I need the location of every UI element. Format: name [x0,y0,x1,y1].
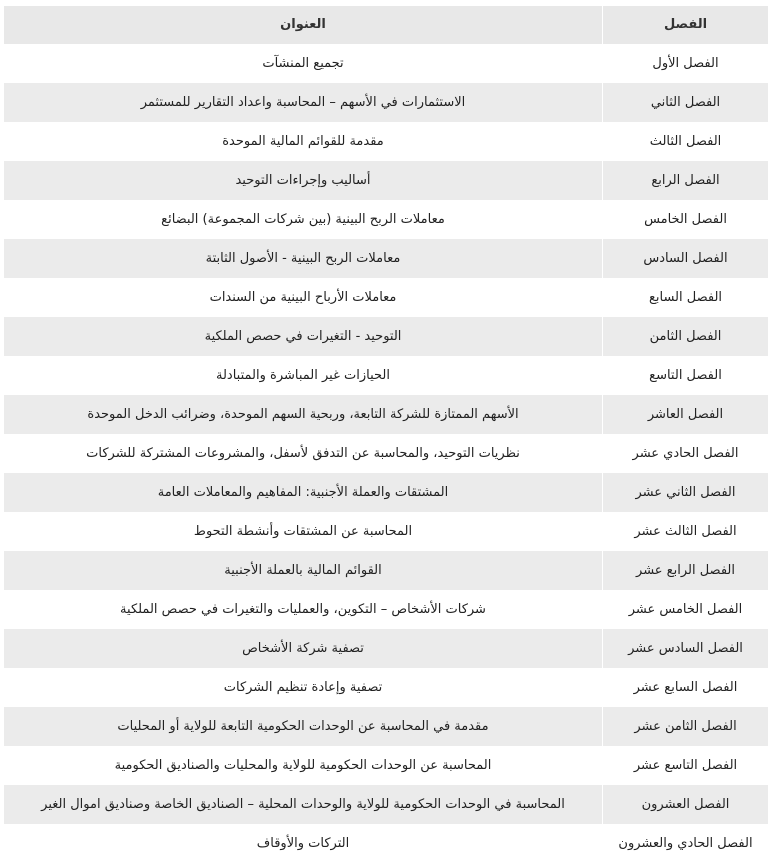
chapter-cell: الفصل العاشر [603,395,769,434]
chapter-cell: الفصل التاسع [603,356,769,395]
chapter-cell: الفصل الثاني عشر [603,473,769,512]
table-row [4,824,769,863]
title-cell: التوحيد - التغيرات في حصص الملكية [4,317,603,356]
title-cell: نظريات التوحيد، والمحاسبة عن التدفق لأسفل، والمشروعات المشتركة للشركات [4,434,603,473]
table-row [4,356,769,395]
table-row [4,629,769,668]
table-row [4,668,769,707]
table-body [4,44,769,863]
title-cell: شركات الأشخاص – التكوين، والعمليات والتغيرات في حصص الملكية [4,590,603,629]
table-row [4,278,769,317]
title-cell: أساليب وإجراءات التوحيد [4,161,603,200]
table-row [4,317,769,356]
table-row [4,122,769,161]
header-chapter: الفصل [603,6,769,44]
title-cell: المشتقات والعملة الأجنبية: المفاهيم والمعاملات العامة [4,473,603,512]
chapter-cell: الفصل السابع [603,278,769,317]
table-row [4,44,769,83]
chapter-cell: الفصل الحادي عشر [603,434,769,473]
table-row [4,473,769,512]
table-row [4,590,769,629]
table-header-row [4,6,769,44]
chapter-cell: الفصل الثامن عشر [603,707,769,746]
chapter-cell: الفصل الثالث [603,122,769,161]
chapter-cell: الفصل الثالث عشر [603,512,769,551]
table-row [4,785,769,824]
title-cell: الحيازات غير المباشرة والمتبادلة [4,356,603,395]
chapter-cell: الفصل السادس عشر [603,629,769,668]
table-row [4,551,769,590]
table-row [4,395,769,434]
chapter-cell: الفصل الرابع [603,161,769,200]
title-cell: المحاسبة عن المشتقات وأنشطة التحوط [4,512,603,551]
header-title: العنوان [4,6,603,44]
chapter-cell: الفصل السادس [603,239,769,278]
table-row [4,707,769,746]
title-cell: تجميع المنشآت [4,44,603,83]
chapter-cell: الفصل الأول [603,44,769,83]
title-cell: المحاسبة في الوحدات الحكومية للولاية والوحدات المحلية – الصناديق الخاصة وصناديق اموال الغير [4,785,603,824]
title-cell: الاستثمارات في الأسهم – المحاسبة واعداد التقارير للمستثمر [4,83,603,122]
table-row [4,434,769,473]
title-cell: المحاسبة عن الوحدات الحكومية للولاية والمحليات والصناديق الحكومية [4,746,603,785]
chapter-cell: الفصل العشرون [603,785,769,824]
chapter-cell: الفصل الثاني [603,83,769,122]
title-cell: الأسهم الممتازة للشركة التابعة، وربحية السهم الموحدة، وضرائب الدخل الموحدة [4,395,603,434]
table-row [4,83,769,122]
title-cell: مقدمة في المحاسبة عن الوحدات الحكومية التابعة للولاية أو المحليات [4,707,603,746]
title-cell: تصفية وإعادة تنظيم الشركات [4,668,603,707]
chapter-cell: الفصل الخامس [603,200,769,239]
chapter-cell: الفصل الحادي والعشرون [603,824,769,863]
title-cell: معاملات الأرباح البينية من السندات [4,278,603,317]
chapter-cell: الفصل السابع عشر [603,668,769,707]
table-row [4,746,769,785]
title-cell: القوائم المالية بالعملة الأجنبية [4,551,603,590]
table-row [4,239,769,278]
title-cell: تصفية شركة الأشخاص [4,629,603,668]
title-cell: التركات والأوقاف [4,824,603,863]
chapter-cell: الفصل التاسع عشر [603,746,769,785]
table-row [4,161,769,200]
chapter-cell: الفصل الثامن [603,317,769,356]
chapters-table-container [3,6,768,863]
title-cell: معاملات الربح البينية - الأصول الثابتة [4,239,603,278]
table-row [4,200,769,239]
title-cell: مقدمة للقوائم المالية الموحدة [4,122,603,161]
title-cell: معاملات الربح البينية (بين شركات المجموعة) البضائع [4,200,603,239]
chapter-cell: الفصل الرابع عشر [603,551,769,590]
chapters-table [3,6,769,863]
table-row [4,512,769,551]
chapter-cell: الفصل الخامس عشر [603,590,769,629]
